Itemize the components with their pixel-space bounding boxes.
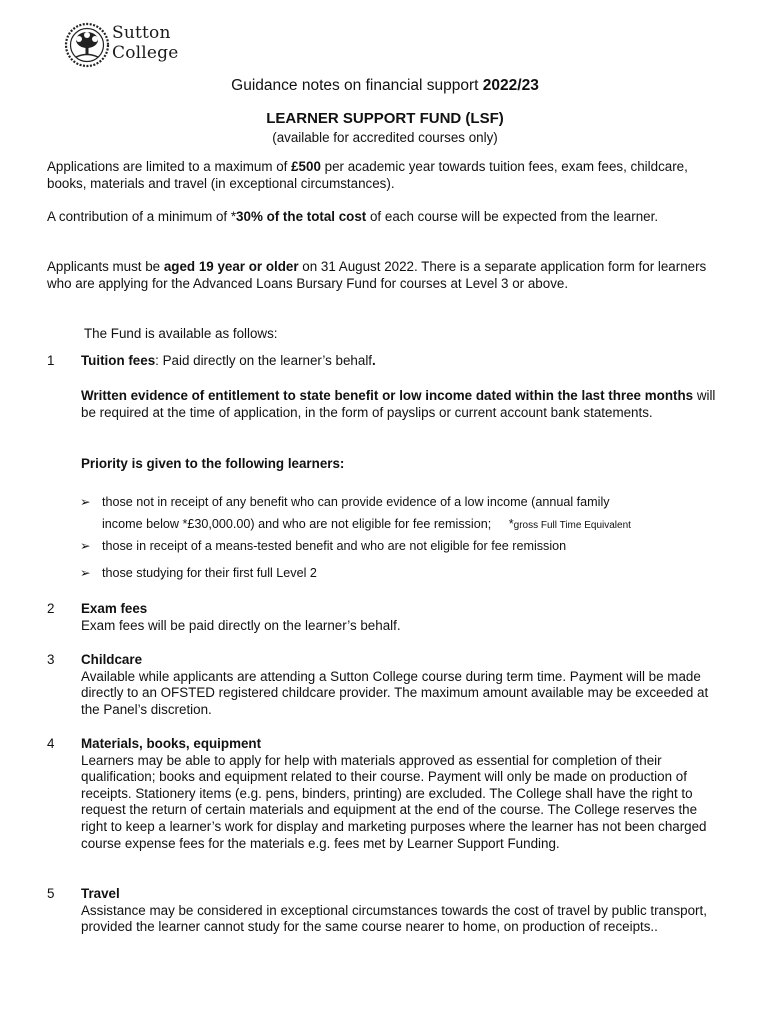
priority-heading: Priority is given to the following learners: [81,456,345,471]
paragraph-eligibility: Applicants must be aged 19 year or older on 31 August 2022. There is a separate application form for learners who are applying for the Advanced Loans Bursary Fund for courses at Level 3 or above. [47,259,707,291]
logo-word-sutton: Sutton [112,23,171,43]
section-childcare: Childcare Available while applicants are attending a Sutton College course during term time. Payment will be made directly to an OFSTED registered childcare provider. The maximum amount available may be exceeded at the Panel’s discretion. [81,652,709,717]
college-logo [62,22,192,68]
list-item: ➢ those studying for their first full Level 2 [80,562,720,584]
heading-year: 2022/23 [482,77,539,94]
arrow-bullet-icon: ➢ [80,495,91,509]
document-title: LEARNER SUPPORT FUND (LSF) [266,110,504,127]
paragraph-contribution: A contribution of a minimum of *30% of the total cost of each course will be expected from the learner. [47,209,659,224]
section-number: 1 [47,353,55,368]
tree-seal-icon [62,22,112,68]
section-tuition-fees-heading: Tuition fees: Paid directly on the learner’s behalf. [81,353,376,368]
fund-intro: The Fund is available as follows: [84,326,278,341]
section-travel: Travel Assistance may be considered in exceptional circumstances towards the cost of travel by public transport, provided the learner cannot study for the same course nearer to home, on production of receipts.. [81,886,707,935]
list-item-continuation: income below *£30,000.00) and who are not eligible for fee remission; *gross Full Time Equivalent [102,517,631,531]
list-item: ➢ those in receipt of a means-tested benefit and who are not eligible for fee remission [80,535,720,557]
list-item: ➢ those not in receipt of any benefit who can provide evidence of a low income (annual family [80,491,720,513]
arrow-bullet-icon: ➢ [80,539,91,553]
document-subtitle: (available for accredited courses only) [272,130,498,145]
arrow-bullet-icon: ➢ [80,566,91,580]
evidence-requirement: Written evidence of entitlement to state benefit or low income dated within the last three months will be required at the time of application, in the form of payslips or current account bank statements. [81,388,716,420]
section-number: 2 [47,601,55,616]
section-exam-fees: Exam fees Exam fees will be paid directly on the learner’s behalf. [81,601,401,633]
paragraph-maximum: Applications are limited to a maximum of £500 per academic year towards tuition fees, exam fees, childcare, books, materials and travel (in exceptional circumstances). [47,159,688,191]
section-number: 4 [47,736,55,751]
section-materials: Materials, books, equipment Learners may be able to apply for help with materials approved as essential for completion of their qualification; books and equipment related to their course. Payment will only be made on production of receipts. Stationery items (e.g. pens, binders, printing) are excluded. The College shall have the right to request the return of certain materials and equipment at the end of the course. The College reserves the right to keep a learner’s work for display and marketing purposes where the learner has not been charged course expense fees for the materials e.g. fees met by Learner Support Funding. [81,736,707,851]
page-heading: Guidance notes on financial support 2022/23 [231,77,539,94]
gross-note: gross Full Time Equivalent [513,520,631,531]
logo-word-college: College [112,43,179,63]
section-number: 5 [47,886,55,901]
section-number: 3 [47,652,55,667]
